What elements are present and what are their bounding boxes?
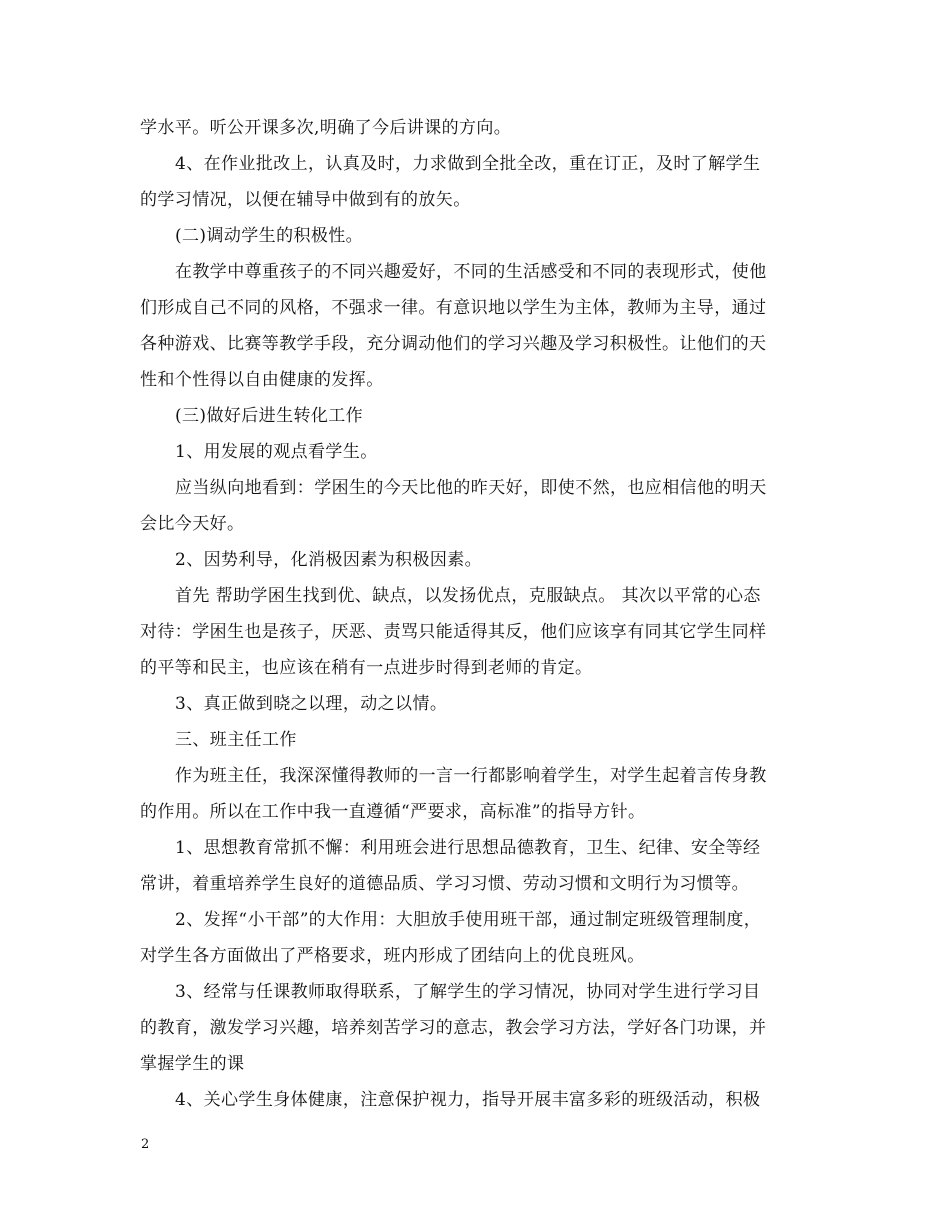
text-line: 1、用发展的观点看学生。 (175, 442, 378, 462)
text-line: 作为班主任，我深深懂得教师的一言一行都影响着学生，对学生起着言传身教 (175, 766, 767, 786)
section-heading: (二)调动学生的积极性。 (175, 226, 364, 246)
text-line: 的作用。所以在工作中我一直遵循“严要求，高标准”的指导方针。 (140, 802, 646, 822)
text-line: 各种游戏、比赛等教学手段，充分调动他们的学习兴趣及学习积极性。让他们的天 (140, 334, 767, 354)
text-line: 在教学中尊重孩子的不同兴趣爱好，不同的生活感受和不同的表现形式，使他 (175, 262, 767, 282)
text-line: 性和个性得以自由健康的发挥。 (140, 370, 384, 390)
text-line: 掌握学生的课 (140, 1054, 245, 1074)
text-line: 对学生各方面做出了严格要求，班内形成了团结向上的优良班风。 (140, 946, 645, 966)
text-line: 的平等和民主，也应该在稍有一点进步时得到老师的肯定。 (140, 658, 593, 678)
text-line: 2、发挥“小干部”的大作用：大胆放手使用班干部，通过制定班级管理制度， (175, 910, 762, 930)
text-line: 首先 帮助学困生找到优、缺点，以发扬优点，克服缺点。 其次以平常的心态 (175, 586, 761, 606)
text-line: 的学习情况，以便在辅导中做到有的放矢。 (140, 190, 471, 210)
text-line: 们形成自己不同的风格，不强求一律。有意识地以学生为主体，教师为主导，通过 (140, 298, 767, 318)
page-number: 2 (141, 1137, 150, 1152)
text-line: 1、思想教育常抓不懈：利用班会进行思想品德教育，卫生、纪律、安全等经 (175, 838, 761, 858)
text-line: 的教育，激发学习兴趣，培养刻苦学习的意志，教会学习方法，学好各门功课，并 (140, 1018, 767, 1038)
text-line: 对待：学困生也是孩子，厌恶、责骂只能适得其反，他们应该享有同其它学生同样 (140, 622, 767, 642)
text-line: 3、真正做到晓之以理，动之以情。 (175, 694, 448, 714)
text-line: 4、在作业批改上，认真及时，力求做到全批全改，重在订正，及时了解学生 (175, 154, 761, 174)
section-heading: (三)做好后进生转化工作 (175, 406, 364, 426)
text-line: 学水平。听公开课多次,明确了今后讲课的方向。 (140, 118, 512, 138)
text-line: 会比今天好。 (140, 514, 245, 534)
text-line: 2、因势利导，化消极因素为积极因素。 (175, 550, 483, 570)
section-heading: 三、班主任工作 (175, 730, 297, 750)
text-line: 4、关心学生身体健康，注意保护视力，指导开展丰富多彩的班级活动，积极 (175, 1090, 761, 1110)
text-line: 应当纵向地看到：学困生的今天比他的昨天好，即使不然，也应相信他的明天 (175, 478, 767, 498)
text-line: 3、经常与任课教师取得联系，了解学生的学习情况，协同对学生进行学习目 (175, 982, 761, 1002)
text-line: 常讲，着重培养学生良好的道德品质、学习习惯、劳动习惯和文明行为习惯等。 (140, 874, 749, 894)
